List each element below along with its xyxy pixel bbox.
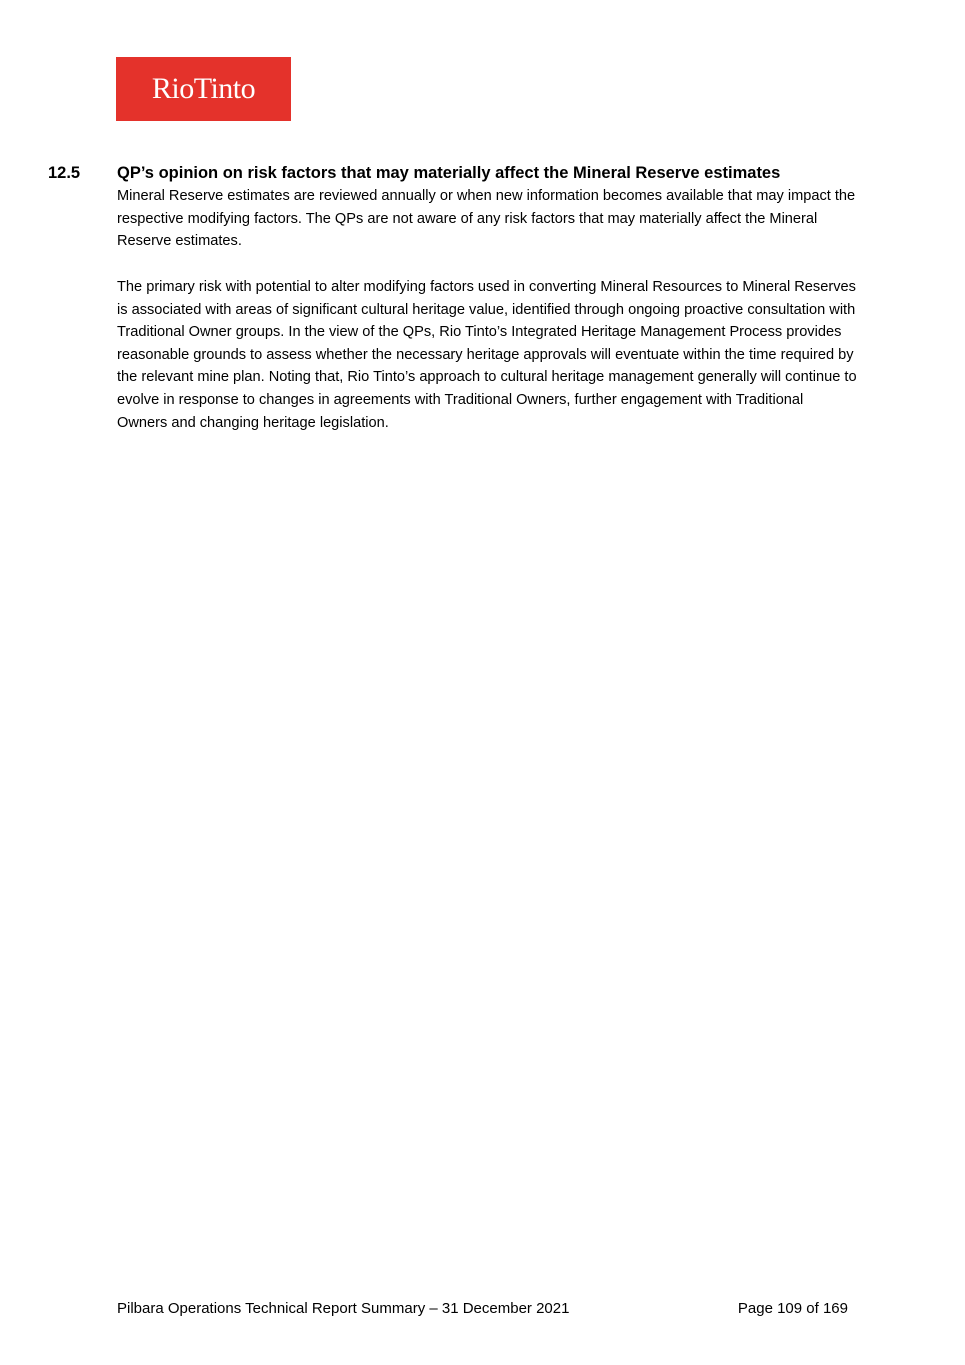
footer-report-title: Pilbara Operations Technical Report Summary – 31 December 2021 [117, 1300, 570, 1317]
section-title: QP’s opinion on risk factors that may materially affect the Mineral Reserve estimates [117, 164, 781, 182]
logo-wordmark: RioTinto [151, 72, 256, 105]
section-number: 12.5 [48, 164, 81, 182]
paragraph-heritage-risk: The primary risk with potential to alter modifying factors used in converting Mineral Resources to Mineral Reserves is associated with areas of significant cultural heritage value, identified through ongoing proactive consultation with Traditional Owner groups. In the view of the QPs, Rio Tinto’s Integrated Heritage Management Process provides reasonable grounds to assess whether the necessary heritage approvals will eventuate within the time required by the relevant mine plan. Noting that, Rio Tinto’s approach to cultural heritage management generally will continue to evolve in response to changes in agreements with Traditional Owners, further engagement with Traditional Owners and changing heritage legislation. [117, 279, 857, 431]
footer-page-number: Page 109 of 169 [737, 1300, 848, 1317]
rio-tinto-logo [116, 57, 291, 121]
paragraph-reserve-review: Mineral Reserve estimates are reviewed annually or when new information becomes available that may impact the respective modifying factors. The QPs are not aware of any risk factors that may materially affect the Mineral Reserve estimates. [117, 188, 856, 250]
